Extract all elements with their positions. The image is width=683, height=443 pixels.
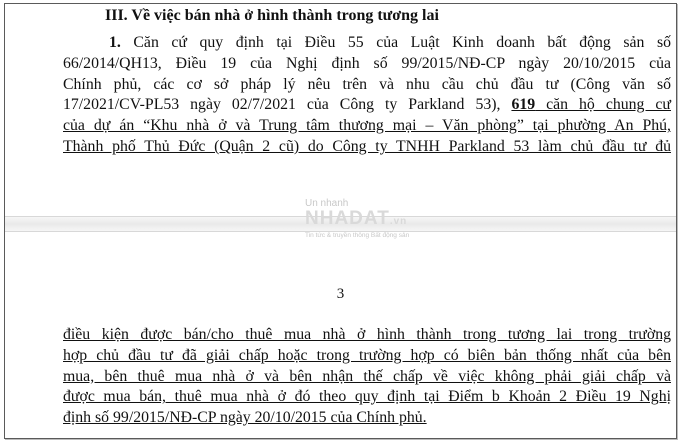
paragraph-1 <box>63 33 671 158</box>
para-line-underlined: của dự án “Khu nhà ở và Trung tâm thương mại – Văn phòng” tại phường An Phú, <box>63 117 671 135</box>
item-number: 1. <box>109 34 121 51</box>
para-line: Chính phủ, các cơ sở pháp lý nêu trên và nhu cầu chủ đầu tư (Công văn số <box>63 75 671 93</box>
watermark-logo: Un nhanh NHADAT.vn Tin tức & truyền thông Bất động sản <box>305 198 410 239</box>
page-bottom <box>5 230 676 438</box>
page-number: 3 <box>336 286 345 302</box>
para-line-underlined: điều kiện được bán/cho thuê mua nhà ở hình thành trong tương lai trong trường <box>63 326 671 343</box>
para-line: 66/2014/QH13, Điều 19 của Nghị định số 99/2015/NĐ-CP ngày 20/10/2015 của <box>63 54 671 72</box>
document-scan <box>4 3 677 439</box>
para-line-underlined: hợp chủ đầu tư đã giải chấp hoặc trong trường hợp có biên bản thống nhất của bên <box>63 346 671 364</box>
page-top <box>5 4 676 216</box>
para-line: 1. Căn cứ quy định tại Điều 55 của Luật Kinh doanh bất động sản số <box>109 34 671 51</box>
section-heading: III. Về việc bán nhà ở hình thành trong tương lai <box>105 7 439 24</box>
apartment-count: 619 <box>511 96 536 114</box>
para-line-underlined: định số 99/2015/NĐ-CP ngày 20/10/2015 của Chính phủ. <box>63 409 427 427</box>
para-line: 17/2021/CV-PL53 ngày 02/7/2021 của Công ty Parkland 53), 619 căn hộ chung cư <box>63 96 671 114</box>
paragraph-2 <box>63 325 671 429</box>
para-line-underlined: được mua bán, thuê mua nhà ở đó theo quy định tại Điểm b Khoản 2 Điều 19 Nghị <box>63 388 671 406</box>
para-line-underlined: Thành phố Thủ Đức (Quận 2 cũ) do Công ty TNHH Parkland 53 làm chủ đầu tư đủ <box>63 137 671 155</box>
para-line-underlined: mua, bên thuê mua nhà ở và bên nhận thế chấp về việc không phải giải chấp và <box>63 367 671 385</box>
